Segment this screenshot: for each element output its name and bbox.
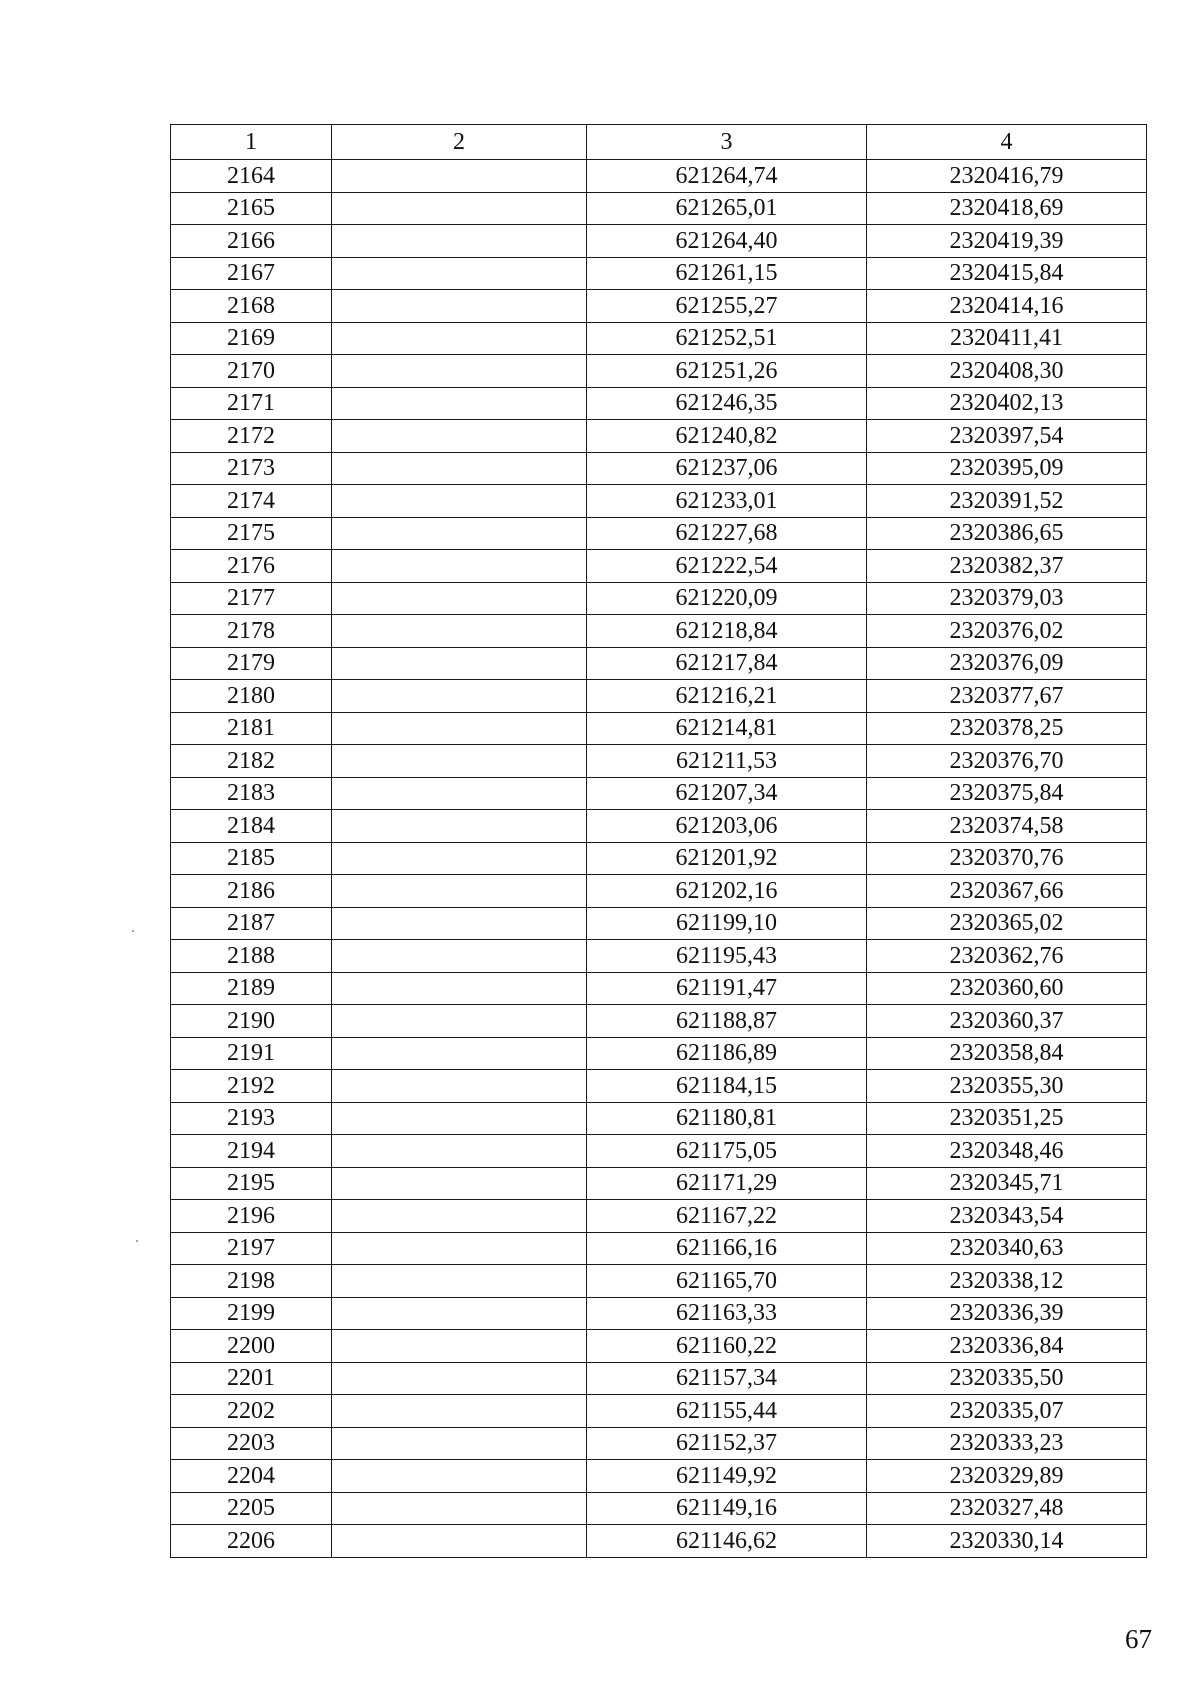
table-row bbox=[171, 387, 1147, 420]
table-body bbox=[171, 160, 1147, 1558]
y-coordinate-cell: 2320358,84 bbox=[867, 1037, 1147, 1070]
point-number-cell: 2182 bbox=[171, 745, 332, 778]
table-row bbox=[171, 1330, 1147, 1363]
x-coordinate-cell: 621171,29 bbox=[587, 1167, 867, 1200]
table-row bbox=[171, 810, 1147, 843]
x-coordinate-cell: 621265,01 bbox=[587, 192, 867, 225]
y-coordinate-cell: 2320386,65 bbox=[867, 517, 1147, 550]
y-coordinate-cell: 2320414,16 bbox=[867, 290, 1147, 323]
table-row bbox=[171, 517, 1147, 550]
point-number-cell: 2178 bbox=[171, 615, 332, 648]
point-number-cell: 2171 bbox=[171, 387, 332, 420]
x-coordinate-cell: 621167,22 bbox=[587, 1200, 867, 1233]
y-coordinate-cell: 2320367,66 bbox=[867, 875, 1147, 908]
point-number-cell: 2201 bbox=[171, 1362, 332, 1395]
y-coordinate-cell: 2320408,30 bbox=[867, 355, 1147, 388]
point-number-cell: 2190 bbox=[171, 1005, 332, 1038]
blank-cell bbox=[332, 1135, 587, 1168]
x-coordinate-cell: 621199,10 bbox=[587, 907, 867, 940]
table-row bbox=[171, 1037, 1147, 1070]
y-coordinate-cell: 2320360,60 bbox=[867, 972, 1147, 1005]
table-row bbox=[171, 1460, 1147, 1493]
x-coordinate-cell: 621149,16 bbox=[587, 1492, 867, 1525]
blank-cell bbox=[332, 225, 587, 258]
blank-cell bbox=[332, 290, 587, 323]
x-coordinate-cell: 621218,84 bbox=[587, 615, 867, 648]
y-coordinate-cell: 2320333,23 bbox=[867, 1427, 1147, 1460]
table-row bbox=[171, 290, 1147, 323]
x-coordinate-cell: 621217,84 bbox=[587, 647, 867, 680]
blank-cell bbox=[332, 1297, 587, 1330]
table-row bbox=[171, 712, 1147, 745]
x-coordinate-cell: 621264,40 bbox=[587, 225, 867, 258]
point-number-cell: 2167 bbox=[171, 257, 332, 290]
table-row bbox=[171, 1070, 1147, 1103]
x-coordinate-cell: 621251,26 bbox=[587, 355, 867, 388]
y-coordinate-cell: 2320419,39 bbox=[867, 225, 1147, 258]
y-coordinate-cell: 2320336,84 bbox=[867, 1330, 1147, 1363]
x-coordinate-cell: 621220,09 bbox=[587, 582, 867, 615]
point-number-cell: 2196 bbox=[171, 1200, 332, 1233]
x-coordinate-cell: 621216,21 bbox=[587, 680, 867, 713]
blank-cell bbox=[332, 1427, 587, 1460]
table-row bbox=[171, 582, 1147, 615]
x-coordinate-cell: 621165,70 bbox=[587, 1265, 867, 1298]
table-row bbox=[171, 745, 1147, 778]
x-coordinate-cell: 621211,53 bbox=[587, 745, 867, 778]
table-row bbox=[171, 907, 1147, 940]
x-coordinate-cell: 621166,16 bbox=[587, 1232, 867, 1265]
x-coordinate-cell: 621201,92 bbox=[587, 842, 867, 875]
table-row bbox=[171, 452, 1147, 485]
table-row bbox=[171, 192, 1147, 225]
y-coordinate-cell: 2320378,25 bbox=[867, 712, 1147, 745]
point-number-cell: 2203 bbox=[171, 1427, 332, 1460]
y-coordinate-cell: 2320377,67 bbox=[867, 680, 1147, 713]
x-coordinate-cell: 621175,05 bbox=[587, 1135, 867, 1168]
table-row bbox=[171, 1265, 1147, 1298]
blank-cell bbox=[332, 1070, 587, 1103]
blank-cell bbox=[332, 647, 587, 680]
point-number-cell: 2174 bbox=[171, 485, 332, 518]
y-coordinate-cell: 2320336,39 bbox=[867, 1297, 1147, 1330]
table-row bbox=[171, 1427, 1147, 1460]
point-number-cell: 2183 bbox=[171, 777, 332, 810]
table-row bbox=[171, 680, 1147, 713]
point-number-cell: 2189 bbox=[171, 972, 332, 1005]
point-number-cell: 2188 bbox=[171, 940, 332, 973]
blank-cell bbox=[332, 680, 587, 713]
x-coordinate-cell: 621146,62 bbox=[587, 1525, 867, 1558]
point-number-cell: 2169 bbox=[171, 322, 332, 355]
blank-cell bbox=[332, 517, 587, 550]
y-coordinate-cell: 2320379,03 bbox=[867, 582, 1147, 615]
point-number-cell: 2184 bbox=[171, 810, 332, 843]
x-coordinate-cell: 621255,27 bbox=[587, 290, 867, 323]
x-coordinate-cell: 621227,68 bbox=[587, 517, 867, 550]
point-number-cell: 2179 bbox=[171, 647, 332, 680]
blank-cell bbox=[332, 940, 587, 973]
point-number-cell: 2194 bbox=[171, 1135, 332, 1168]
table-row bbox=[171, 972, 1147, 1005]
table-row bbox=[171, 777, 1147, 810]
point-number-cell: 2185 bbox=[171, 842, 332, 875]
point-number-cell: 2165 bbox=[171, 192, 332, 225]
blank-cell bbox=[332, 1200, 587, 1233]
y-coordinate-cell: 2320330,14 bbox=[867, 1525, 1147, 1558]
point-number-cell: 2187 bbox=[171, 907, 332, 940]
blank-cell bbox=[332, 160, 587, 193]
x-coordinate-cell: 621246,35 bbox=[587, 387, 867, 420]
x-coordinate-cell: 621237,06 bbox=[587, 452, 867, 485]
y-coordinate-cell: 2320351,25 bbox=[867, 1102, 1147, 1135]
y-coordinate-cell: 2320335,50 bbox=[867, 1362, 1147, 1395]
x-coordinate-cell: 621191,47 bbox=[587, 972, 867, 1005]
blank-cell bbox=[332, 1005, 587, 1038]
blank-cell bbox=[332, 1167, 587, 1200]
blank-cell bbox=[332, 1330, 587, 1363]
x-coordinate-cell: 621155,44 bbox=[587, 1395, 867, 1428]
table-row bbox=[171, 615, 1147, 648]
point-number-cell: 2168 bbox=[171, 290, 332, 323]
x-coordinate-cell: 621157,34 bbox=[587, 1362, 867, 1395]
y-coordinate-cell: 2320375,84 bbox=[867, 777, 1147, 810]
table-row bbox=[171, 1167, 1147, 1200]
x-coordinate-cell: 621264,74 bbox=[587, 160, 867, 193]
y-coordinate-cell: 2320329,89 bbox=[867, 1460, 1147, 1493]
scan-speck bbox=[132, 930, 134, 932]
y-coordinate-cell: 2320345,71 bbox=[867, 1167, 1147, 1200]
table-row bbox=[171, 550, 1147, 583]
y-coordinate-cell: 2320340,63 bbox=[867, 1232, 1147, 1265]
table-row bbox=[171, 1135, 1147, 1168]
point-number-cell: 2180 bbox=[171, 680, 332, 713]
blank-cell bbox=[332, 842, 587, 875]
table-row bbox=[171, 355, 1147, 388]
y-coordinate-cell: 2320382,37 bbox=[867, 550, 1147, 583]
point-number-cell: 2192 bbox=[171, 1070, 332, 1103]
y-coordinate-cell: 2320360,37 bbox=[867, 1005, 1147, 1038]
point-number-cell: 2166 bbox=[171, 225, 332, 258]
point-number-cell: 2205 bbox=[171, 1492, 332, 1525]
table-row bbox=[171, 225, 1147, 258]
y-coordinate-cell: 2320415,84 bbox=[867, 257, 1147, 290]
table-row bbox=[171, 257, 1147, 290]
blank-cell bbox=[332, 1265, 587, 1298]
header-row bbox=[171, 125, 1147, 160]
x-coordinate-cell: 621233,01 bbox=[587, 485, 867, 518]
point-number-cell: 2170 bbox=[171, 355, 332, 388]
y-coordinate-cell: 2320395,09 bbox=[867, 452, 1147, 485]
blank-cell bbox=[332, 810, 587, 843]
page-number: 67 bbox=[1125, 1624, 1152, 1654]
table-row bbox=[171, 1200, 1147, 1233]
y-coordinate-cell: 2320327,48 bbox=[867, 1492, 1147, 1525]
x-coordinate-cell: 621214,81 bbox=[587, 712, 867, 745]
blank-cell bbox=[332, 452, 587, 485]
y-coordinate-cell: 2320348,46 bbox=[867, 1135, 1147, 1168]
point-number-cell: 2198 bbox=[171, 1265, 332, 1298]
blank-cell bbox=[332, 1037, 587, 1070]
point-number-cell: 2172 bbox=[171, 420, 332, 453]
blank-cell bbox=[332, 355, 587, 388]
y-coordinate-cell: 2320370,76 bbox=[867, 842, 1147, 875]
table-row bbox=[171, 1232, 1147, 1265]
blank-cell bbox=[332, 582, 587, 615]
x-coordinate-cell: 621184,15 bbox=[587, 1070, 867, 1103]
y-coordinate-cell: 2320338,12 bbox=[867, 1265, 1147, 1298]
y-coordinate-cell: 2320335,07 bbox=[867, 1395, 1147, 1428]
coordinates-table bbox=[170, 124, 1147, 1558]
x-coordinate-cell: 621207,34 bbox=[587, 777, 867, 810]
point-number-cell: 2164 bbox=[171, 160, 332, 193]
y-coordinate-cell: 2320376,09 bbox=[867, 647, 1147, 680]
point-number-cell: 2181 bbox=[171, 712, 332, 745]
y-coordinate-cell: 2320416,79 bbox=[867, 160, 1147, 193]
blank-cell bbox=[332, 745, 587, 778]
y-coordinate-cell: 2320376,70 bbox=[867, 745, 1147, 778]
table-row bbox=[171, 1297, 1147, 1330]
x-coordinate-cell: 621149,92 bbox=[587, 1460, 867, 1493]
table-row bbox=[171, 1362, 1147, 1395]
point-number-cell: 2193 bbox=[171, 1102, 332, 1135]
blank-cell bbox=[332, 550, 587, 583]
x-coordinate-cell: 621188,87 bbox=[587, 1005, 867, 1038]
table-row bbox=[171, 1492, 1147, 1525]
blank-cell bbox=[332, 387, 587, 420]
x-coordinate-cell: 621186,89 bbox=[587, 1037, 867, 1070]
blank-cell bbox=[332, 420, 587, 453]
blank-cell bbox=[332, 1492, 587, 1525]
column-header-1: 1 bbox=[171, 125, 332, 160]
point-number-cell: 2202 bbox=[171, 1395, 332, 1428]
table-row bbox=[171, 842, 1147, 875]
y-coordinate-cell: 2320343,54 bbox=[867, 1200, 1147, 1233]
blank-cell bbox=[332, 1460, 587, 1493]
blank-cell bbox=[332, 972, 587, 1005]
table-row bbox=[171, 875, 1147, 908]
table-row bbox=[171, 1005, 1147, 1038]
point-number-cell: 2195 bbox=[171, 1167, 332, 1200]
table-row bbox=[171, 1395, 1147, 1428]
point-number-cell: 2175 bbox=[171, 517, 332, 550]
y-coordinate-cell: 2320355,30 bbox=[867, 1070, 1147, 1103]
x-coordinate-cell: 621152,37 bbox=[587, 1427, 867, 1460]
x-coordinate-cell: 621222,54 bbox=[587, 550, 867, 583]
y-coordinate-cell: 2320374,58 bbox=[867, 810, 1147, 843]
blank-cell bbox=[332, 1102, 587, 1135]
table-row bbox=[171, 485, 1147, 518]
blank-cell bbox=[332, 875, 587, 908]
point-number-cell: 2186 bbox=[171, 875, 332, 908]
table-row bbox=[171, 322, 1147, 355]
column-header-2: 2 bbox=[332, 125, 587, 160]
point-number-cell: 2191 bbox=[171, 1037, 332, 1070]
table-row bbox=[171, 1525, 1147, 1558]
point-number-cell: 2204 bbox=[171, 1460, 332, 1493]
blank-cell bbox=[332, 192, 587, 225]
blank-cell bbox=[332, 1362, 587, 1395]
blank-cell bbox=[332, 1395, 587, 1428]
y-coordinate-cell: 2320411,41 bbox=[867, 322, 1147, 355]
table-row bbox=[171, 940, 1147, 973]
y-coordinate-cell: 2320402,13 bbox=[867, 387, 1147, 420]
y-coordinate-cell: 2320365,02 bbox=[867, 907, 1147, 940]
x-coordinate-cell: 621240,82 bbox=[587, 420, 867, 453]
y-coordinate-cell: 2320376,02 bbox=[867, 615, 1147, 648]
table-row bbox=[171, 420, 1147, 453]
blank-cell bbox=[332, 257, 587, 290]
column-header-4: 4 bbox=[867, 125, 1147, 160]
point-number-cell: 2199 bbox=[171, 1297, 332, 1330]
x-coordinate-cell: 621180,81 bbox=[587, 1102, 867, 1135]
y-coordinate-cell: 2320391,52 bbox=[867, 485, 1147, 518]
blank-cell bbox=[332, 1232, 587, 1265]
blank-cell bbox=[332, 322, 587, 355]
blank-cell bbox=[332, 907, 587, 940]
scan-speck bbox=[136, 1240, 138, 1242]
point-number-cell: 2200 bbox=[171, 1330, 332, 1363]
blank-cell bbox=[332, 777, 587, 810]
blank-cell bbox=[332, 1525, 587, 1558]
point-number-cell: 2177 bbox=[171, 582, 332, 615]
point-number-cell: 2176 bbox=[171, 550, 332, 583]
table-row bbox=[171, 160, 1147, 193]
y-coordinate-cell: 2320418,69 bbox=[867, 192, 1147, 225]
blank-cell bbox=[332, 712, 587, 745]
point-number-cell: 2206 bbox=[171, 1525, 332, 1558]
point-number-cell: 2173 bbox=[171, 452, 332, 485]
x-coordinate-cell: 621195,43 bbox=[587, 940, 867, 973]
blank-cell bbox=[332, 485, 587, 518]
x-coordinate-cell: 621203,06 bbox=[587, 810, 867, 843]
y-coordinate-cell: 2320362,76 bbox=[867, 940, 1147, 973]
table-header bbox=[171, 125, 1147, 160]
x-coordinate-cell: 621261,15 bbox=[587, 257, 867, 290]
x-coordinate-cell: 621160,22 bbox=[587, 1330, 867, 1363]
point-number-cell: 2197 bbox=[171, 1232, 332, 1265]
column-header-3: 3 bbox=[587, 125, 867, 160]
table-row bbox=[171, 647, 1147, 680]
x-coordinate-cell: 621163,33 bbox=[587, 1297, 867, 1330]
blank-cell bbox=[332, 615, 587, 648]
table-row bbox=[171, 1102, 1147, 1135]
y-coordinate-cell: 2320397,54 bbox=[867, 420, 1147, 453]
x-coordinate-cell: 621252,51 bbox=[587, 322, 867, 355]
x-coordinate-cell: 621202,16 bbox=[587, 875, 867, 908]
